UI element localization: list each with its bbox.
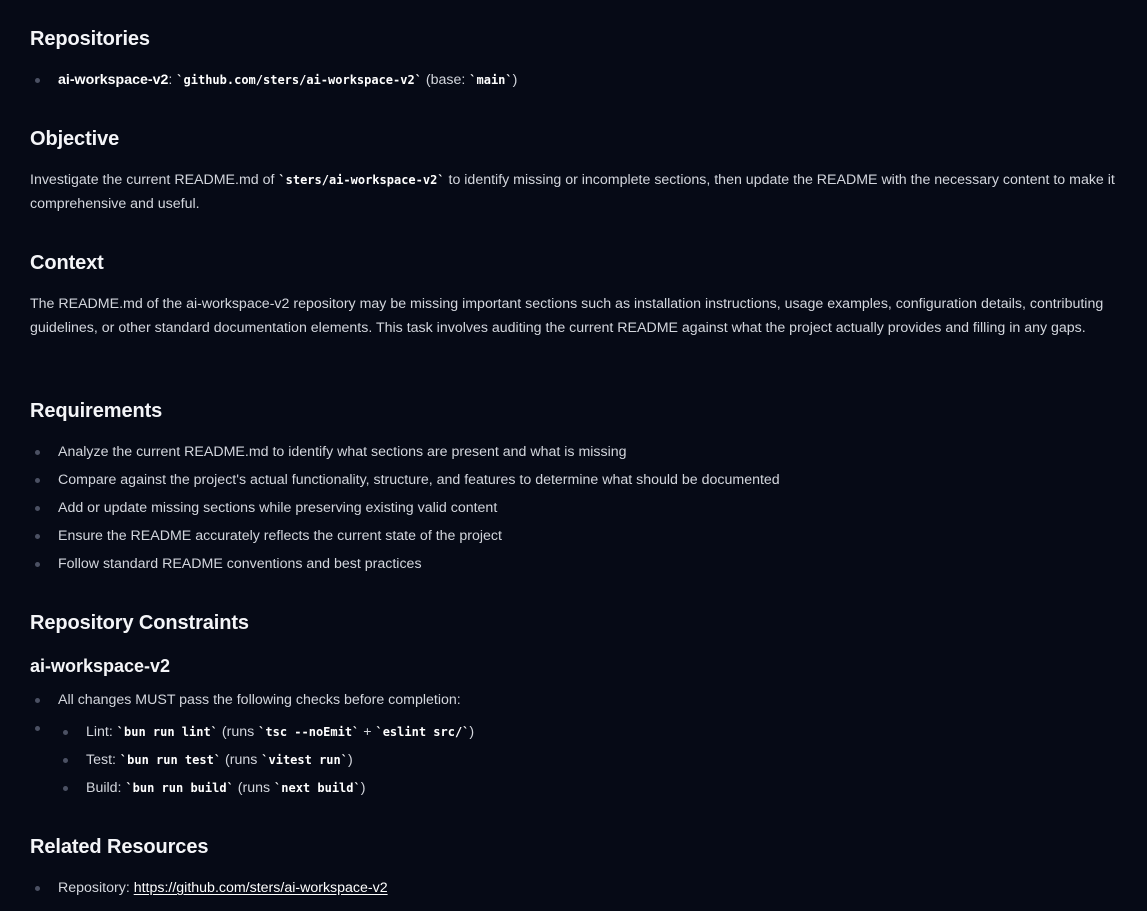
- check-close: ): [347, 752, 353, 768]
- check-item-build: [58, 774, 474, 802]
- list-item: Analyze the current README.md to identify what sections are present and what is missing: [30, 438, 780, 466]
- section-heading-objective: Objective: [30, 128, 120, 150]
- check-runs: (runs: [217, 724, 259, 740]
- repo-url-code: `github.com/sters/ai-workspace-v2`: [176, 73, 422, 87]
- list-item: Follow standard README conventions and best practices: [30, 550, 780, 578]
- check-command: `bun run lint`: [116, 725, 218, 739]
- check-detail: `next build`: [274, 781, 361, 795]
- objective-code: `sters/ai-workspace-v2`: [278, 173, 445, 187]
- check-plus: +: [359, 724, 376, 740]
- subheading-repo: ai-workspace-v2: [30, 656, 171, 676]
- list-item: [30, 874, 388, 902]
- objective-text-after: to identify missing or incomplete sections, then update the README with the necessary content to make it comprehensive and useful.: [30, 172, 1115, 212]
- constraints-intro: All changes MUST pass the following checks before completion:: [58, 692, 461, 708]
- check-command: `bun run build`: [125, 781, 234, 795]
- repo-name: ai-workspace-v2: [58, 72, 169, 88]
- check-runs: (runs: [221, 752, 262, 768]
- check-detail: `tsc --noEmit`: [258, 725, 360, 739]
- check-detail: `eslint src/`: [375, 725, 470, 739]
- section-heading-requirements: Requirements: [30, 400, 163, 422]
- constraints-list: [30, 686, 461, 714]
- separator: :: [168, 72, 177, 88]
- repositories-list: [30, 66, 517, 94]
- list-item: [30, 686, 461, 714]
- related-label: Repository:: [58, 880, 134, 896]
- check-label: Lint:: [86, 724, 117, 740]
- context-paragraph: The README.md of the ai-workspace-v2 repository may be missing important sections such as installation instructions, usage examples, configuration details, contributing guidelines, or other standard documentation elements. This task involves auditing the current README against what the project actually provides and filling in any gaps.: [30, 296, 1104, 336]
- list-item: Compare against the project's actual functionality, structure, and features to determine what should be documented: [30, 466, 780, 494]
- related-list: [30, 874, 388, 902]
- check-close: ): [360, 780, 366, 796]
- base-suffix: ): [512, 72, 518, 88]
- objective-paragraph: [30, 168, 1133, 216]
- section-heading-repositories: Repositories: [30, 28, 150, 50]
- requirements-list: [30, 438, 780, 578]
- list-item: Add or update missing sections while preserving existing valid content: [30, 494, 780, 522]
- check-item-lint: [58, 718, 474, 746]
- check-close: ): [469, 724, 475, 740]
- base-prefix: (base:: [421, 72, 470, 88]
- checks-list: [58, 718, 474, 802]
- section-heading-context: Context: [30, 252, 104, 274]
- check-detail: `vitest run`: [261, 753, 348, 767]
- check-label: Test:: [86, 752, 120, 768]
- check-runs: (runs: [233, 780, 275, 796]
- objective-text-before: Investigate the current README.md of: [30, 172, 279, 188]
- section-heading-related-resources: Related Resources: [30, 836, 209, 858]
- list-item: [30, 66, 517, 94]
- list-item: Ensure the README accurately reflects the current state of the project: [30, 522, 780, 550]
- check-label: Build:: [86, 780, 126, 796]
- check-item-test: [58, 746, 474, 774]
- base-branch-code: `main`: [469, 73, 513, 87]
- repository-link[interactable]: https://github.com/sters/ai-workspace-v2: [133, 880, 388, 896]
- check-command: `bun run test`: [119, 753, 222, 767]
- section-heading-repository-constraints: Repository Constraints: [30, 612, 249, 634]
